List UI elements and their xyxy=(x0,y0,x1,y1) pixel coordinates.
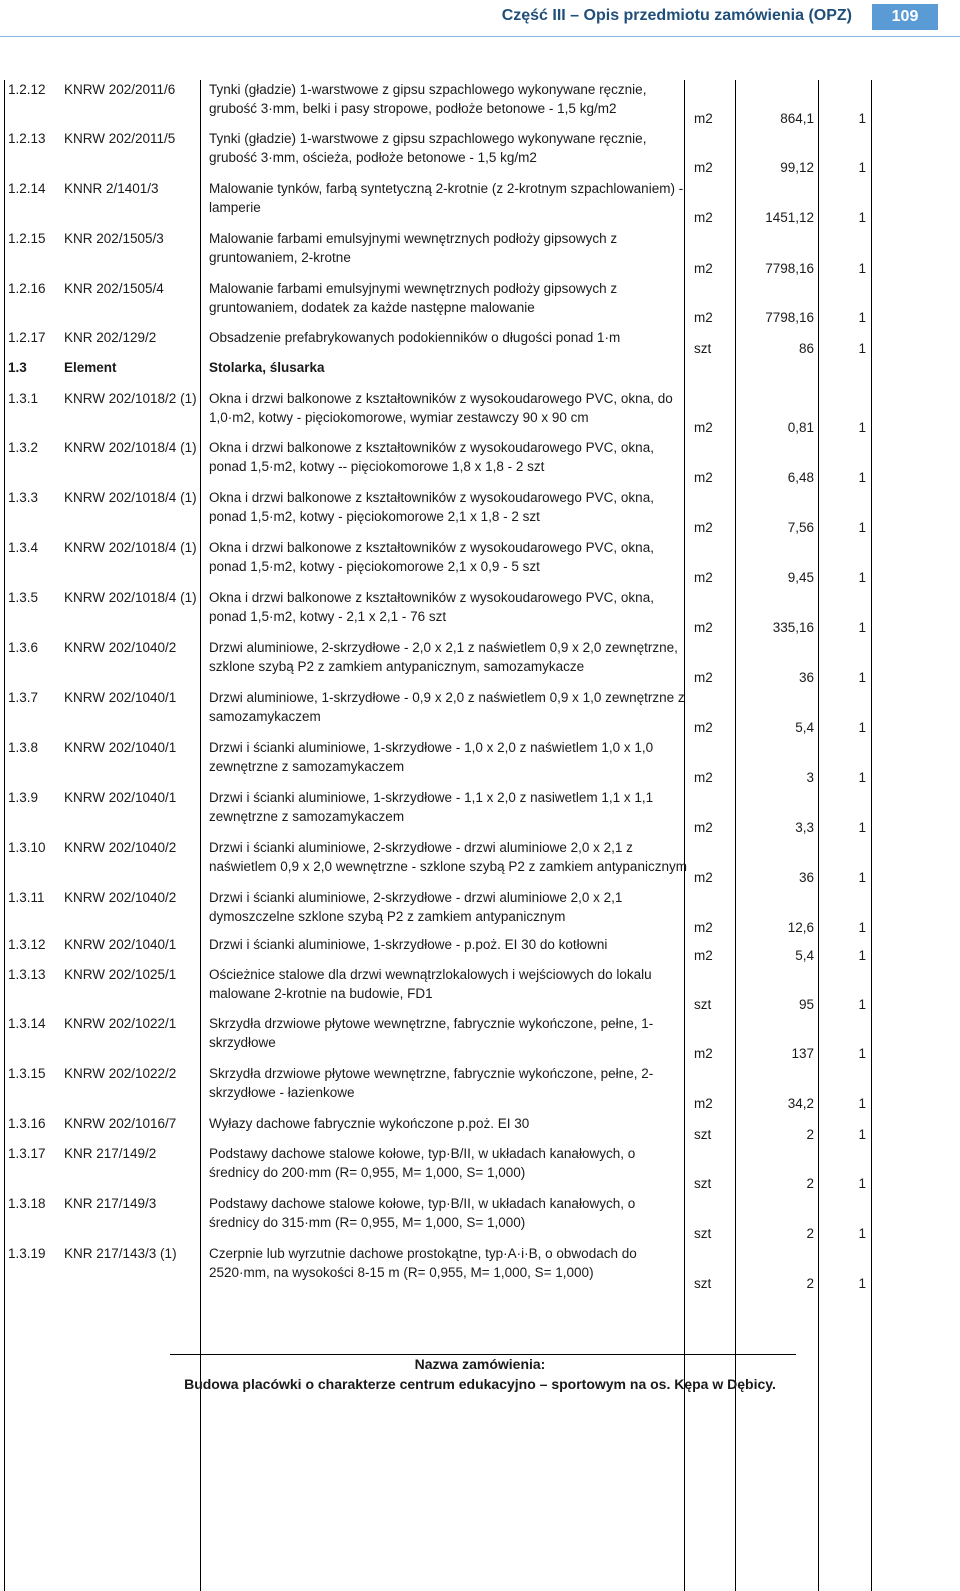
count: 1 xyxy=(858,1276,866,1291)
item-description: Drzwi i ścianki aluminiowe, 1-skrzydłowe - 1,0 x 2,0 z naświetlem 1,0 x 1,0 zewnętrzne z samozamykaczem xyxy=(209,740,654,774)
quantity: 7798,16 xyxy=(765,310,814,325)
item-description: Okna i drzwi balkonowe z kształtowników z wysokoudarowego PVC, okna, ponad 1,5·m2, kotwy - pięciokomorowe 2,1 x 1,8 - 2 szt xyxy=(209,490,654,524)
unit: m2 xyxy=(694,770,713,785)
item-description: Stolarka, ślusarka xyxy=(209,360,325,375)
catalog-code: KNR 202/129/2 xyxy=(64,330,157,345)
catalog-code: KNRW 202/1022/2 xyxy=(64,1066,177,1081)
quantity: 99,12 xyxy=(780,160,814,175)
item-description: Drzwi i ścianki aluminiowe, 2-skrzydłowe - drzwi aluminiowe 2,0 x 2,1 dymoszczelne szklone szybą P2 z zamkiem antypanicznym xyxy=(209,890,623,924)
count: 1 xyxy=(858,310,866,325)
item-number: 1.2.13 xyxy=(8,131,46,146)
count: 1 xyxy=(858,870,866,885)
item-number: 1.3.10 xyxy=(8,840,46,855)
item-number: 1.3.9 xyxy=(8,790,39,805)
item-number: 1.3.18 xyxy=(8,1196,46,1211)
unit: m2 xyxy=(694,310,713,325)
quantity: 1451,12 xyxy=(765,210,814,225)
catalog-code: KNRW 202/1040/2 xyxy=(64,890,177,905)
count: 1 xyxy=(858,720,866,735)
quantity: 335,16 xyxy=(772,620,814,635)
count: 1 xyxy=(858,1046,866,1061)
catalog-code: KNRW 202/1018/4 (1) xyxy=(64,540,197,555)
quantity: 5,4 xyxy=(795,948,814,963)
unit: szt xyxy=(694,1127,712,1142)
unit: m2 xyxy=(694,720,713,735)
count: 1 xyxy=(858,1096,866,1111)
item-number: 1.2.16 xyxy=(8,281,46,296)
unit: szt xyxy=(694,997,712,1012)
item-description: Drzwi i ścianki aluminiowe, 2-skrzydłowe - drzwi aluminiowe 2,0 x 2,1 z naświetlem 0,9 x 2,0 wewnętrzne - szklone szybą P2 z zamkiem antypanicznym xyxy=(209,840,687,874)
unit: m2 xyxy=(694,1096,713,1111)
catalog-code: KNR 217/143/3 (1) xyxy=(64,1246,177,1261)
item-number: 1.3.2 xyxy=(8,440,39,455)
item-description: Okna i drzwi balkonowe z kształtowników z wysokoudarowego PVC, okna, ponad 1,5·m2, kotwy - 2,1 x 2,1 - 76 szt xyxy=(209,590,654,624)
count: 1 xyxy=(858,620,866,635)
page-number-badge: 109 xyxy=(872,4,938,30)
catalog-code: KNRW 202/1025/1 xyxy=(64,967,177,982)
table-row xyxy=(4,179,872,227)
item-number: 1.3.3 xyxy=(8,490,39,505)
item-description: Ościeżnice stalowe dla drzwi wewnątrzlokalowych i wejściowych do lokalu malowane 2-krotnie na budowie, FD1 xyxy=(209,967,652,1001)
item-description: Malowanie farbami emulsyjnymi wewnętrznych podłoży gipsowych z gruntowaniem, dodatek za każde następne malowanie xyxy=(209,281,618,315)
count: 1 xyxy=(858,570,866,585)
quantity: 3,3 xyxy=(795,820,814,835)
unit: m2 xyxy=(694,948,713,963)
footer-order-name: Budowa placówki o charakterze centrum edukacyjno – sportowym na os. Kępa w Dębicy. xyxy=(184,1376,776,1392)
table-row xyxy=(4,1114,872,1144)
table-row xyxy=(4,80,872,128)
item-description: Obsadzenie prefabrykowanych podokienników o długości ponad 1·m xyxy=(209,330,621,345)
catalog-code: KNRW 202/1040/1 xyxy=(64,690,177,705)
item-description: Podstawy dachowe stalowe kołowe, typ·B/II, w układach kanałowych, o średnicy do 315·mm (R= 0,955, M= 1,000, S= 1,000) xyxy=(209,1196,636,1230)
item-number: 1.2.17 xyxy=(8,330,46,345)
item-description: Podstawy dachowe stalowe kołowe, typ·B/II, w układach kanałowych, o średnicy do 200·mm (R= 0,955, M= 1,000, S= 1,000) xyxy=(209,1146,636,1180)
item-number: 1.3.5 xyxy=(8,590,39,605)
item-number: 1.3 xyxy=(8,360,27,375)
quantity: 0,81 xyxy=(787,420,814,435)
item-number: 1.3.12 xyxy=(8,937,46,952)
quantity: 36 xyxy=(798,670,814,685)
catalog-code: KNR 217/149/3 xyxy=(64,1196,157,1211)
count: 1 xyxy=(858,920,866,935)
unit: szt xyxy=(694,1276,712,1291)
unit: m2 xyxy=(694,520,713,535)
table-row xyxy=(4,1194,872,1243)
table-row xyxy=(4,1014,872,1063)
count: 1 xyxy=(858,261,866,276)
item-description: Malowanie farbami emulsyjnymi wewnętrznych podłoży gipsowych z gruntowaniem, 2-krotne xyxy=(209,231,618,265)
count: 1 xyxy=(858,770,866,785)
quantity: 137 xyxy=(791,1046,814,1061)
item-number: 1.3.6 xyxy=(8,640,39,655)
unit: m2 xyxy=(694,870,713,885)
table-row xyxy=(4,1144,872,1193)
item-number: 1.2.14 xyxy=(8,181,46,196)
item-number: 1.3.19 xyxy=(8,1246,46,1261)
quantity: 95 xyxy=(798,997,814,1012)
quantity: 12,6 xyxy=(787,920,814,935)
table-row xyxy=(4,438,872,487)
count: 1 xyxy=(858,948,866,963)
item-description: Okna i drzwi balkonowe z kształtowników z wysokoudarowego PVC, okna, ponad 1,5·m2, kotwy -- pięciokomorowe 1,8 x 1,8 - 2 szt xyxy=(209,440,654,474)
quantity: 864,1 xyxy=(780,111,814,126)
item-number: 1.2.12 xyxy=(8,82,46,97)
item-number: 1.3.7 xyxy=(8,690,39,705)
catalog-code: KNRW 202/1022/1 xyxy=(64,1016,177,1031)
unit: m2 xyxy=(694,210,713,225)
unit: m2 xyxy=(694,620,713,635)
quantity: 36 xyxy=(798,870,814,885)
unit: m2 xyxy=(694,570,713,585)
item-description: Okna i drzwi balkonowe z kształtowników z wysokoudarowego PVC, okna, ponad 1,5·m2, kotwy - pięciokomorowe 2,1 x 0,9 - 5 szt xyxy=(209,540,654,574)
table-row xyxy=(4,488,872,537)
table-row xyxy=(4,838,872,887)
count: 1 xyxy=(858,997,866,1012)
quantity: 2 xyxy=(806,1127,814,1142)
quantity: 2 xyxy=(806,1226,814,1241)
catalog-code: KNRW 202/1018/4 (1) xyxy=(64,490,197,505)
item-number: 1.3.14 xyxy=(8,1016,46,1031)
unit: m2 xyxy=(694,820,713,835)
item-description: Drzwi aluminiowe, 2-skrzydłowe - 2,0 x 2,1 z naświetlem 0,9 x 2,0 zewnętrzne, szklone szybą P2 z zamkiem antypanicznym, samozamykacze xyxy=(209,640,678,674)
count: 1 xyxy=(858,1226,866,1241)
unit: m2 xyxy=(694,670,713,685)
unit: m2 xyxy=(694,111,713,126)
item-number: 1.3.15 xyxy=(8,1066,46,1081)
count: 1 xyxy=(858,160,866,175)
catalog-code: KNR 217/149/2 xyxy=(64,1146,157,1161)
table-row xyxy=(4,328,872,358)
catalog-code: KNRW 202/1040/1 xyxy=(64,740,177,755)
unit: m2 xyxy=(694,420,713,435)
quantity: 7,56 xyxy=(787,520,814,535)
footer-label: Nazwa zamówienia: xyxy=(414,1356,546,1372)
catalog-code: KNRW 202/2011/6 xyxy=(64,82,176,97)
count: 1 xyxy=(858,1127,866,1142)
count: 1 xyxy=(858,210,866,225)
table-row xyxy=(4,688,872,737)
table-row xyxy=(4,935,872,965)
item-number: 1.3.11 xyxy=(8,890,45,905)
quantity: 34,2 xyxy=(787,1096,814,1111)
catalog-code: KNR 202/1505/4 xyxy=(64,281,164,296)
catalog-code: KNRW 202/2011/5 xyxy=(64,131,176,146)
table-row xyxy=(4,738,872,787)
unit: szt xyxy=(694,1226,712,1241)
catalog-code: KNNR 2/1401/3 xyxy=(64,181,159,196)
item-number: 1.3.1 xyxy=(8,391,39,406)
item-description: Skrzydła drzwiowe płytowe wewnętrzne, fabrycznie wykończone, pełne, 1-skrzydłowe xyxy=(209,1016,654,1050)
unit: szt xyxy=(694,1176,712,1191)
catalog-code: KNRW 202/1040/1 xyxy=(64,937,177,952)
count: 1 xyxy=(858,470,866,485)
quantity: 2 xyxy=(806,1176,814,1191)
table-row xyxy=(4,788,872,837)
catalog-code: KNR 202/1505/3 xyxy=(64,231,164,246)
item-number: 1.3.13 xyxy=(8,967,46,982)
catalog-code: KNRW 202/1018/4 (1) xyxy=(64,590,197,605)
page-header xyxy=(0,0,960,36)
quantity: 6,48 xyxy=(787,470,814,485)
quantity: 7798,16 xyxy=(765,261,814,276)
unit: m2 xyxy=(694,160,713,175)
unit: m2 xyxy=(694,1046,713,1061)
table-row xyxy=(4,638,872,687)
item-description: Malowanie tynków, farbą syntetyczną 2-krotnie (z 2-krotnym szpachlowaniem) - lamperie xyxy=(209,181,684,215)
catalog-code: KNRW 202/1016/7 xyxy=(64,1116,177,1131)
item-description: Tynki (gładzie) 1-warstwowe z gipsu szpachlowego wykonywane ręcznie, grubość 3·mm, ościeża, podłoże betonowe - 1,5 kg/m2 xyxy=(209,131,647,165)
catalog-code: KNRW 202/1040/2 xyxy=(64,840,177,855)
count: 1 xyxy=(858,420,866,435)
catalog-code: KNRW 202/1040/2 xyxy=(64,640,177,655)
table-row xyxy=(4,965,872,1014)
count: 1 xyxy=(858,1176,866,1191)
table-row xyxy=(4,1064,872,1113)
unit: szt xyxy=(694,341,712,356)
table-row xyxy=(4,389,872,437)
item-description: Skrzydła drzwiowe płytowe wewnętrzne, fabrycznie wykończone, pełne, 2-skrzydłowe - łazienkowe xyxy=(209,1066,654,1100)
table-row xyxy=(4,588,872,637)
item-description: Wyłazy dachowe fabrycznie wykończone p.poż. EI 30 xyxy=(209,1116,530,1131)
item-description: Drzwi aluminiowe, 1-skrzydłowe - 0,9 x 2,0 z naświetlem 0,9 x 1,0 zewnętrzne z samozamykaczem xyxy=(209,690,685,724)
item-description: Tynki (gładzie) 1-warstwowe z gipsu szpachlowego wykonywane ręcznie, grubość 3·mm, belki i pasy stropowe, podłoże betonowe - 1,5 kg/m2 xyxy=(209,82,647,116)
catalog-code: KNRW 202/1018/2 (1) xyxy=(64,391,197,406)
count: 1 xyxy=(858,341,866,356)
table-row xyxy=(4,279,872,327)
quantity: 3 xyxy=(806,770,814,785)
header-title: Część III – Opis przedmiotu zamówienia (OPZ) xyxy=(501,7,852,24)
section-row xyxy=(4,358,872,388)
item-description: Czerpnie lub wyrzutnie dachowe prostokątne, typ·A·i·B, o obwodach do 2520·mm, na wysokości 8-15 m (R= 0,955, M= 1,000, S= 1,000) xyxy=(209,1246,637,1280)
quantity: 2 xyxy=(806,1276,814,1291)
footer-divider xyxy=(170,1354,796,1355)
header-divider xyxy=(0,36,960,37)
item-description: Drzwi i ścianki aluminiowe, 1-skrzydłowe - p.poż. EI 30 do kotłowni xyxy=(209,937,608,952)
count: 1 xyxy=(858,111,866,126)
item-number: 1.3.16 xyxy=(8,1116,46,1131)
count: 1 xyxy=(858,820,866,835)
count: 1 xyxy=(858,670,866,685)
item-description: Drzwi i ścianki aluminiowe, 1-skrzydłowe - 1,1 x 2,0 z nasiwetlem 1,1 x 1,1 zewnętrzne z samozamykaczem xyxy=(209,790,654,824)
catalog-code: KNRW 202/1018/4 (1) xyxy=(64,440,197,455)
table-row xyxy=(4,888,872,937)
unit: m2 xyxy=(694,470,713,485)
catalog-code: Element xyxy=(64,360,117,375)
quantity: 5,4 xyxy=(795,720,814,735)
unit: m2 xyxy=(694,261,713,276)
item-number: 1.3.17 xyxy=(8,1146,46,1161)
unit: m2 xyxy=(694,920,713,935)
count: 1 xyxy=(858,520,866,535)
item-number: 1.3.4 xyxy=(8,540,39,555)
quantity: 9,45 xyxy=(787,570,814,585)
catalog-code: KNRW 202/1040/1 xyxy=(64,790,177,805)
quantity: 86 xyxy=(798,341,814,356)
item-description: Okna i drzwi balkonowe z kształtowników z wysokoudarowego PVC, okna, do 1,0·m2, kotwy - pięciokomorowe, wymiar zestawczy 90 x 90 cm xyxy=(209,391,673,425)
table-row xyxy=(4,229,872,278)
table-row xyxy=(4,538,872,587)
item-number: 1.2.15 xyxy=(8,231,46,246)
item-number: 1.3.8 xyxy=(8,740,39,755)
table-row xyxy=(4,129,872,177)
table-row xyxy=(4,1244,872,1293)
